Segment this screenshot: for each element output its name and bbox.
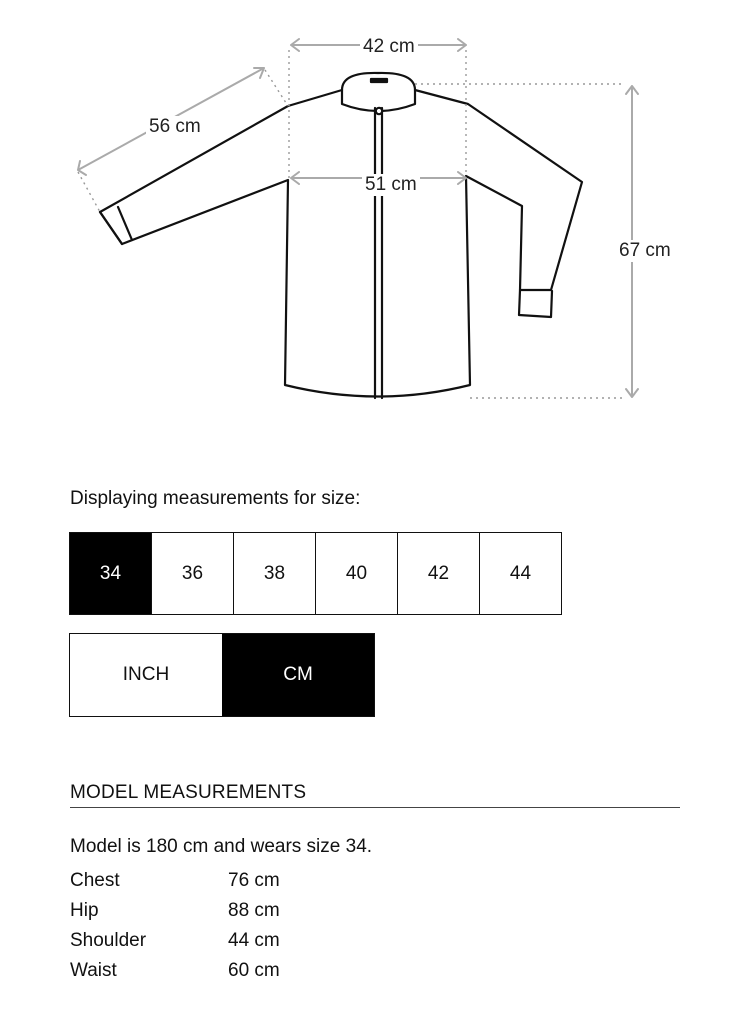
measurement-value: 88 cm: [228, 900, 280, 921]
chest-width-label: 51 cm: [362, 174, 420, 196]
section-divider: [70, 807, 680, 808]
measurement-row: [70, 866, 280, 896]
shirt-measurement-diagram: [0, 0, 750, 420]
measurement-value: 60 cm: [228, 960, 280, 981]
size-option-36[interactable]: 36: [152, 533, 234, 614]
measurement-value: 44 cm: [228, 930, 280, 951]
unit-selector: [69, 633, 375, 717]
unit-option-cm[interactable]: CM: [222, 634, 374, 716]
measurement-row: [70, 926, 280, 956]
measurement-label: Chest: [70, 870, 120, 891]
left-cuff: [100, 207, 132, 244]
model-size-sentence: Model is 180 cm and wears size 34.: [70, 836, 373, 857]
body-length-label: 67 cm: [616, 240, 674, 262]
measurement-row: [70, 896, 280, 926]
collar-tab: [371, 79, 387, 82]
shirt-placket: [375, 108, 382, 398]
size-option-34[interactable]: 34: [70, 533, 152, 614]
size-option-42[interactable]: 42: [398, 533, 480, 614]
sleeve-length-label: 56 cm: [146, 116, 204, 138]
measurement-row: [70, 956, 280, 986]
measurement-label: Shoulder: [70, 930, 147, 951]
size-prompt: Displaying measurements for size:: [70, 488, 361, 509]
measurement-value: 76 cm: [228, 870, 280, 891]
model-measurements-title: MODEL MEASUREMENTS: [70, 782, 307, 803]
measurement-label: Waist: [70, 960, 117, 981]
measurement-label: Hip: [70, 900, 99, 921]
size-option-38[interactable]: 38: [234, 533, 316, 614]
model-measurements-table: [70, 866, 280, 986]
size-option-44[interactable]: 44: [480, 533, 561, 614]
collar-button: [376, 108, 382, 114]
right-cuff: [519, 290, 552, 317]
unit-option-inch[interactable]: INCH: [70, 634, 222, 716]
shoulder-width-label: 42 cm: [360, 36, 418, 58]
shirt-illustration: [0, 0, 750, 420]
size-selector: [69, 532, 562, 615]
size-option-40[interactable]: 40: [316, 533, 398, 614]
